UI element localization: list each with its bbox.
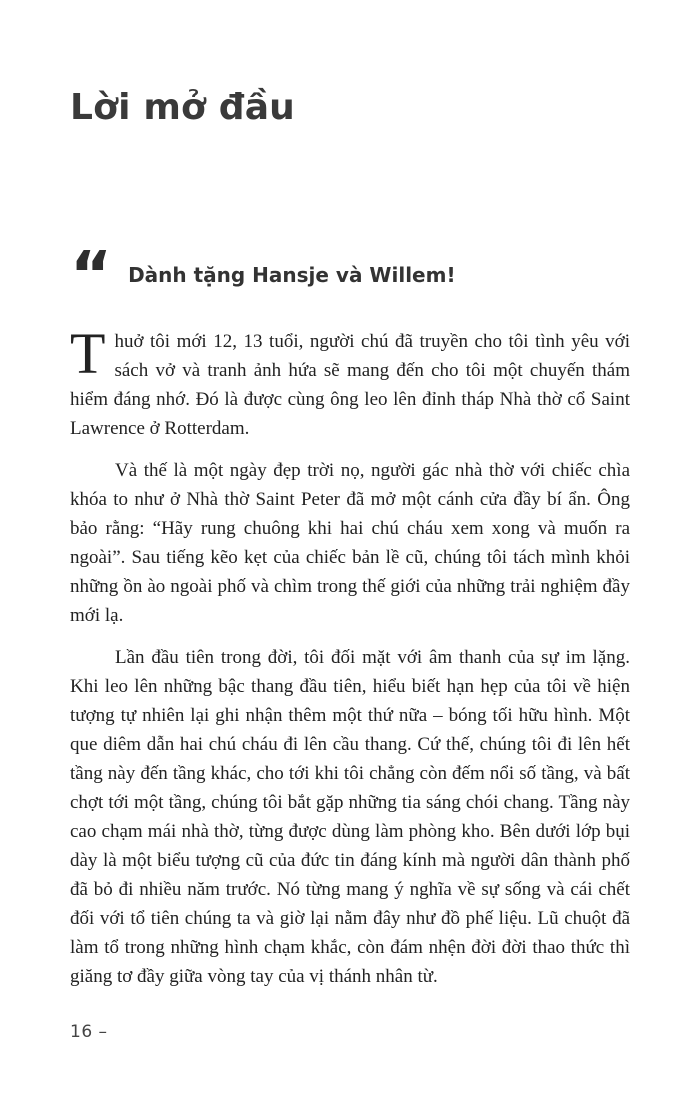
paragraph-1 xyxy=(70,321,630,443)
paragraph-2: Và thế là một ngày đẹp trời nọ, người gác nhà thờ với chiếc chìa khóa to như ở Nhà thờ Saint Peter đã mở một cánh cửa đầy bí ẩn. Ông bảo rằng: “Hãy rung chuông khi hai chú cháu xem xong và muốn ra ngoài”. Sau tiếng kẽo kẹt của chiếc bản lề cũ, chúng tôi tách mình khỏi những ồn ào ngoài phố và chìm trong thế giới của những trải nghiệm đầy mới lạ. xyxy=(70,460,630,627)
drop-cap: T xyxy=(70,321,106,387)
dedication-row xyxy=(70,239,630,314)
paragraph-1-text: huở tôi mới 12, 13 tuổi, người chú đã truyền cho tôi tình yêu với sách vở và tranh ảnh hứa sẽ mang đến cho tôi một chuyến thám hiểm đáng nhớ. Đó là được cùng ông leo lên đỉnh tháp Nhà thờ cổ Saint Lawrence ở Rotterdam. xyxy=(70,331,630,440)
chapter-title: Lời mở đầu xyxy=(70,87,296,128)
quote-icon: “ xyxy=(70,239,109,314)
body-copy xyxy=(70,321,630,991)
page-number: 16 – xyxy=(70,1022,108,1042)
paragraph-3: Lần đầu tiên trong đời, tôi đối mặt với âm thanh của sự im lặng. Khi leo lên những bậc thang đầu tiên, hiểu biết hạn hẹp của tôi về hiện tượng tự nhiên lại ghi nhận thêm một thứ nữa – bóng tối hữu hình. Một que diêm dẫn hai chú cháu đi lên cầu thang. Cứ thế, chúng tôi đi lên hết tầng này đến tầng khác, cho tới khi tôi chẳng còn đếm nổi số tầng, và bất chợt tới một tầng, chúng tôi bắt gặp những tia sáng chói chang. Tầng này cao chạm mái nhà thờ, từng được dùng làm phòng kho. Bên dưới lớp bụi dày là một biểu tượng cũ của đức tin đáng kính mà người dân thành phố đã bỏ đi nhiều năm trước. Nó từng mang ý nghĩa về sự sống và cái chết đối với tổ tiên chúng ta và giờ lại nằm đây như đồ phế liệu. Lũ chuột đã làm tổ trong những hình chạm khắc, còn đám nhện đời đời thao thức thì giăng tơ đầy giữa vòng tay của vị thánh nhân từ. xyxy=(70,647,630,988)
dedication-text: Dành tặng Hansje và Willem! xyxy=(128,263,456,288)
